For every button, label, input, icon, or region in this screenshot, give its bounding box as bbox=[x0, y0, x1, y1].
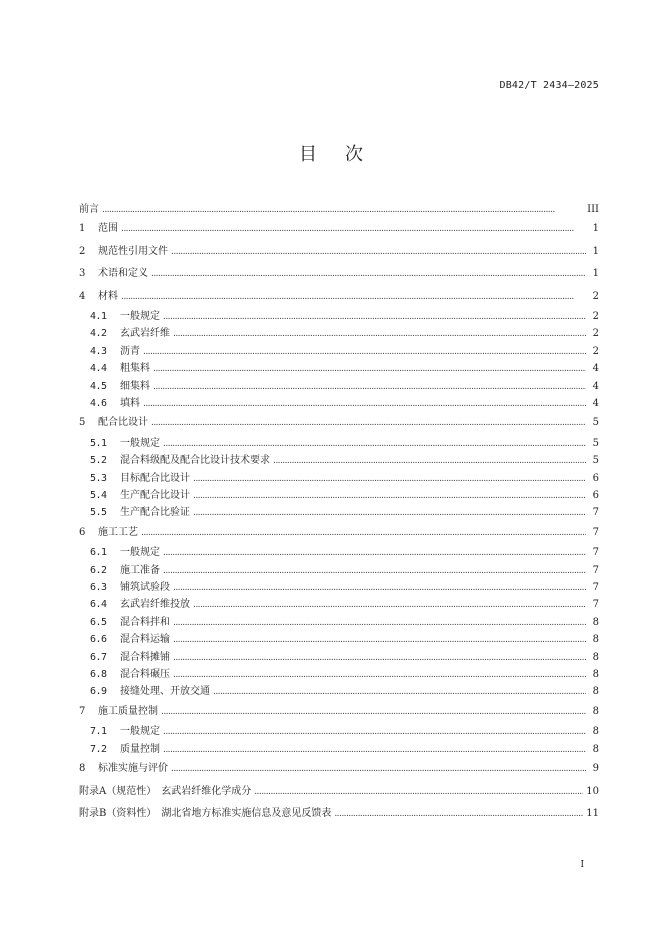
toc-entry-number: 1 bbox=[79, 223, 86, 234]
toc-entry-page: 2 bbox=[592, 345, 599, 357]
toc-entry-label: 混合料拌和 bbox=[120, 616, 170, 628]
toc-entry-page: 9 bbox=[592, 763, 599, 775]
toc-entry-number: 3 bbox=[79, 268, 86, 279]
toc-entry[interactable] bbox=[79, 522, 599, 545]
toc-entry-label: 标准实施与评价 bbox=[98, 763, 168, 775]
toc-entry-page: 5 bbox=[592, 417, 599, 429]
toc-entry-label: 目标配合比设计 bbox=[120, 472, 190, 484]
toc-entry-page: 8 bbox=[592, 743, 599, 755]
toc-entry-number: 8 bbox=[79, 763, 86, 775]
toc-dot-leader bbox=[163, 724, 586, 741]
toc-entry-number: 6.7 bbox=[90, 651, 107, 663]
toc-entry[interactable] bbox=[79, 286, 599, 309]
toc-entry-page: 2 bbox=[592, 290, 599, 302]
toc-entry-label: 接缝处理、开放交通 bbox=[120, 686, 210, 698]
toc-entry-label: 范围 bbox=[98, 223, 118, 234]
toc-entry-page: 1 bbox=[592, 268, 599, 279]
toc-entry-page: 8 bbox=[592, 616, 599, 628]
toc-entry-number: 5.3 bbox=[90, 472, 107, 484]
toc-entry[interactable] bbox=[79, 241, 599, 264]
toc-entry[interactable] bbox=[79, 325, 599, 342]
toc-entry[interactable] bbox=[79, 343, 599, 360]
toc-entry-label: 附录A（规范性） 玄武岩纤维化学成分 bbox=[79, 785, 252, 797]
toc-entry-page: 8 bbox=[592, 669, 599, 681]
toc-entry-number: 6.8 bbox=[90, 669, 107, 681]
page-number: I bbox=[580, 860, 584, 870]
toc-entry-label: 前言 bbox=[79, 204, 99, 215]
toc-entry-number: 6.9 bbox=[90, 686, 107, 698]
toc-entry-page: 1 bbox=[592, 245, 599, 257]
toc-entry-label: 一般规定 bbox=[120, 437, 160, 449]
toc-dot-leader bbox=[193, 597, 586, 614]
toc-dot-leader bbox=[151, 263, 586, 286]
toc-dot-leader bbox=[173, 667, 586, 684]
toc-entry-number: 6 bbox=[79, 526, 86, 538]
toc-entry-label: 玄武岩纤维投放 bbox=[120, 599, 190, 611]
toc-entry[interactable] bbox=[79, 614, 599, 631]
toc-dot-leader bbox=[173, 326, 586, 343]
toc-entry-number: 5.5 bbox=[90, 507, 107, 519]
toc-entry-page: 6 bbox=[592, 472, 599, 484]
toc-dot-leader bbox=[171, 241, 586, 264]
page-title bbox=[0, 140, 662, 166]
toc-entry-page: 10 bbox=[586, 785, 599, 797]
toc-entry-number: 4.5 bbox=[90, 380, 107, 392]
title-char-1: 目 bbox=[299, 144, 317, 165]
toc-entry[interactable] bbox=[79, 360, 599, 377]
toc-entry[interactable] bbox=[79, 758, 599, 781]
toc-entry[interactable] bbox=[79, 412, 599, 435]
toc-dot-leader bbox=[213, 684, 586, 701]
toc-entry-page: 7 bbox=[592, 564, 599, 576]
toc-entry-label: 混合料运输 bbox=[120, 634, 170, 646]
toc-entry-label: 规范性引用文件 bbox=[98, 245, 168, 257]
toc-entry-number: 5.1 bbox=[90, 437, 107, 449]
toc-entry[interactable] bbox=[79, 435, 599, 452]
toc-entry-page: 11 bbox=[586, 808, 599, 820]
toc-entry-number: 4.3 bbox=[90, 345, 107, 357]
toc-entry[interactable] bbox=[79, 395, 599, 412]
toc-dot-leader bbox=[173, 580, 586, 597]
toc-entry[interactable] bbox=[79, 218, 599, 241]
toc-entry[interactable] bbox=[79, 781, 599, 804]
toc-entry-label: 填料 bbox=[120, 397, 140, 409]
toc-dot-leader bbox=[273, 453, 586, 470]
toc-dot-leader bbox=[143, 396, 586, 413]
toc-entry-page: 7 bbox=[592, 599, 599, 611]
toc-entry-label: 铺筑试验段 bbox=[120, 582, 170, 594]
toc-entry-page: 7 bbox=[592, 547, 599, 559]
toc-dot-leader bbox=[171, 758, 586, 781]
toc-entry[interactable] bbox=[79, 201, 599, 218]
toc-entry-label: 生产配合比验证 bbox=[120, 507, 190, 519]
toc-entry-page: 4 bbox=[592, 363, 599, 375]
toc-entry[interactable] bbox=[79, 649, 599, 666]
toc-entry-label: 施工工艺 bbox=[98, 526, 138, 538]
toc-entry-page: 8 bbox=[592, 634, 599, 646]
toc-entry[interactable] bbox=[79, 487, 599, 504]
toc-entry-page: 5 bbox=[592, 455, 599, 467]
toc-entry-number: 6.6 bbox=[90, 634, 107, 646]
toc-dot-leader bbox=[143, 344, 586, 361]
toc-dot-leader bbox=[163, 309, 586, 326]
toc-entry-label: 一般规定 bbox=[120, 311, 160, 322]
toc-entry-page: 8 bbox=[592, 651, 599, 663]
toc-entry-page: 6 bbox=[592, 490, 599, 502]
toc-entry-page: 4 bbox=[592, 380, 599, 392]
toc-entry-number: 7 bbox=[79, 705, 86, 717]
toc-dot-leader bbox=[163, 563, 586, 580]
toc-entry[interactable] bbox=[79, 683, 599, 700]
toc-entry-page: 4 bbox=[592, 397, 599, 409]
toc-entry[interactable] bbox=[79, 579, 599, 596]
toc-entry-number: 7.1 bbox=[90, 726, 107, 738]
toc-entry-label: 生产配合比设计 bbox=[120, 490, 190, 502]
toc-dot-leader bbox=[173, 615, 586, 632]
toc-entry-page: 8 bbox=[592, 705, 599, 717]
toc-dot-leader bbox=[102, 202, 584, 219]
toc-entry-number: 5 bbox=[79, 417, 86, 429]
toc-entry-label: 一般规定 bbox=[120, 726, 160, 738]
toc-entry-number: 6.1 bbox=[90, 547, 107, 559]
toc-entry-label: 混合料级配及配合比设计技术要求 bbox=[120, 455, 270, 467]
toc-entry-number: 6.4 bbox=[90, 599, 107, 611]
toc-dot-leader bbox=[153, 361, 586, 378]
toc-entry-label: 质量控制 bbox=[120, 743, 160, 755]
toc-entry[interactable] bbox=[79, 666, 599, 683]
toc-dot-leader bbox=[163, 436, 586, 453]
toc-entry-number: 4.4 bbox=[90, 363, 107, 375]
toc-entry-number: 7.2 bbox=[90, 743, 107, 755]
toc-entry-label: 沥青 bbox=[120, 345, 140, 357]
toc-entry[interactable] bbox=[79, 701, 599, 724]
toc-entry-page: III bbox=[587, 204, 599, 215]
toc-dot-leader bbox=[121, 286, 586, 309]
toc-dot-leader bbox=[193, 471, 586, 488]
toc-entry-label: 附录B（资料性） 湖北省地方标准实施信息及意见反馈表 bbox=[79, 808, 332, 820]
toc-entry[interactable] bbox=[79, 504, 599, 521]
toc-dot-leader bbox=[163, 742, 586, 759]
toc-entry-number: 6.5 bbox=[90, 616, 107, 628]
document-code: DB42/T 2434—2025 bbox=[499, 80, 599, 91]
toc-entry[interactable] bbox=[79, 452, 599, 469]
toc-entry[interactable] bbox=[79, 263, 599, 286]
toc-entry[interactable] bbox=[79, 723, 599, 740]
toc-entry-label: 施工质量控制 bbox=[98, 705, 158, 717]
toc-entry-page: 8 bbox=[592, 726, 599, 738]
toc-entry-label: 材料 bbox=[98, 290, 118, 302]
toc-entry-page: 7 bbox=[592, 507, 599, 519]
toc-dot-leader bbox=[193, 488, 586, 505]
toc-dot-leader bbox=[334, 803, 583, 826]
toc-entry[interactable] bbox=[79, 741, 599, 758]
toc-entry-label: 配合比设计 bbox=[98, 417, 148, 429]
toc-entry[interactable] bbox=[79, 596, 599, 613]
toc-entry-number: 2 bbox=[79, 245, 86, 257]
toc-entry-label: 玄武岩纤维 bbox=[120, 328, 170, 340]
toc-entry-number: 6.2 bbox=[90, 564, 107, 576]
toc-dot-leader bbox=[151, 412, 586, 435]
toc-entry-label: 粗集料 bbox=[120, 363, 150, 375]
toc-dot-leader bbox=[173, 650, 586, 667]
toc-entry-label: 术语和定义 bbox=[98, 268, 148, 279]
toc-entry[interactable] bbox=[79, 470, 599, 487]
toc-entry-number: 4 bbox=[79, 290, 86, 302]
toc-dot-leader bbox=[121, 218, 586, 241]
toc-entry[interactable] bbox=[79, 378, 599, 395]
toc-dot-leader bbox=[163, 545, 586, 562]
toc-entry-number: 4.1 bbox=[90, 311, 107, 322]
toc-entry[interactable] bbox=[79, 544, 599, 561]
toc-entry-page: 8 bbox=[592, 686, 599, 698]
toc-entry-page: 7 bbox=[592, 526, 599, 538]
toc-dot-leader bbox=[141, 522, 586, 545]
toc-entry[interactable] bbox=[79, 631, 599, 648]
toc-entry-page: 1 bbox=[592, 223, 599, 234]
toc-dot-leader bbox=[254, 781, 583, 804]
toc-entry[interactable] bbox=[79, 308, 599, 325]
toc-entry-label: 混合料碾压 bbox=[120, 669, 170, 681]
toc-entry-number: 6.3 bbox=[90, 582, 107, 594]
toc-entry[interactable] bbox=[79, 803, 599, 826]
toc-entry-label: 混合料摊铺 bbox=[120, 651, 170, 663]
toc-dot-leader bbox=[193, 505, 586, 522]
toc-dot-leader bbox=[161, 701, 586, 724]
toc-entry-number: 5.4 bbox=[90, 490, 107, 502]
toc-dot-leader bbox=[173, 632, 586, 649]
toc-entry-label: 一般规定 bbox=[120, 547, 160, 559]
toc-entry-label: 施工准备 bbox=[120, 564, 160, 576]
table-of-contents bbox=[79, 201, 599, 826]
toc-entry-page: 2 bbox=[592, 328, 599, 340]
toc-dot-leader bbox=[153, 379, 586, 396]
toc-entry-number: 4.6 bbox=[90, 397, 107, 409]
toc-entry-page: 5 bbox=[592, 437, 599, 449]
toc-entry-page: 2 bbox=[592, 311, 599, 322]
toc-entry-page: 7 bbox=[592, 582, 599, 594]
toc-entry-number: 4.2 bbox=[90, 328, 107, 340]
toc-entry-number: 5.2 bbox=[90, 455, 107, 467]
toc-entry-label: 细集料 bbox=[120, 380, 150, 392]
toc-entry[interactable] bbox=[79, 562, 599, 579]
title-char-2: 次 bbox=[345, 144, 363, 165]
